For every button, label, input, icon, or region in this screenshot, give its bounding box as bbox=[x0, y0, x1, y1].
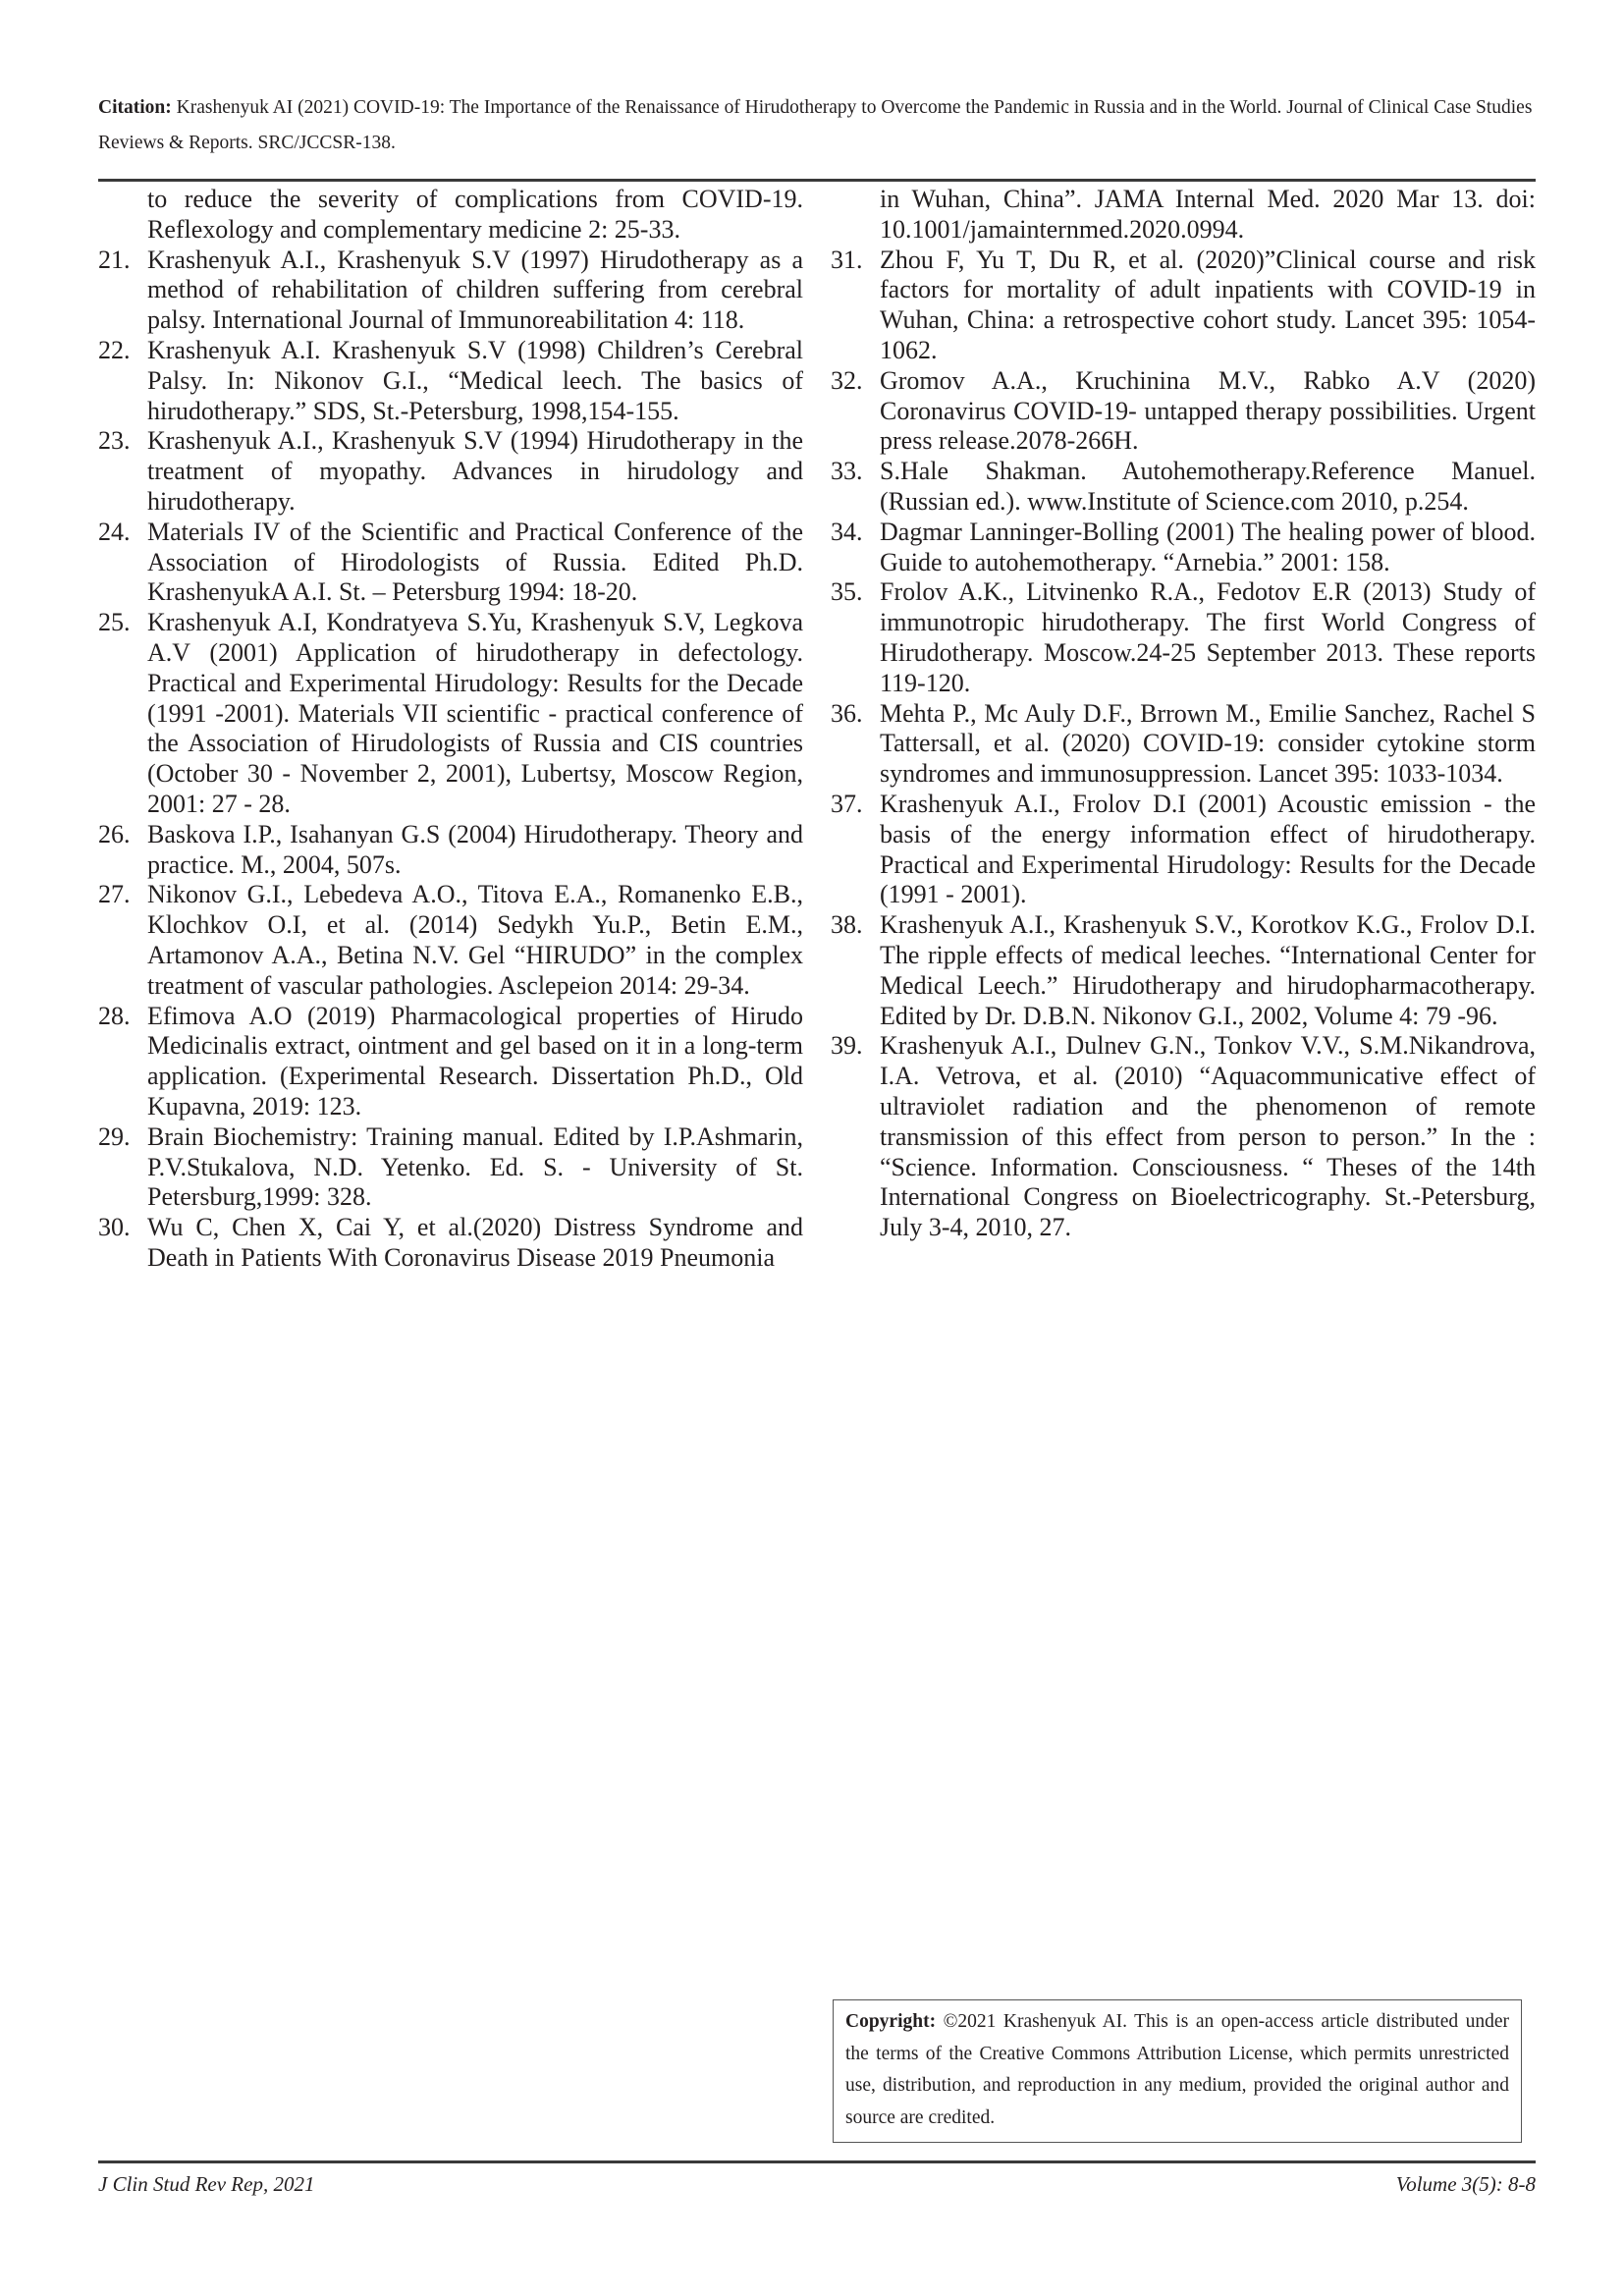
reference-number: 28. bbox=[98, 1001, 131, 1030]
reference-number: 26. bbox=[98, 819, 131, 848]
citation-text: Krashenyuk AI (2021) COVID-19: The Importance of the Renaissance of Hirudotherapy to Overcome the Pandemic in Russia and in the World. Journal of Clinical Case Studies Reviews & Reports. SRC/JCCSR-138. bbox=[98, 97, 1533, 153]
reference-39 bbox=[831, 1031, 1536, 1243]
header-divider bbox=[98, 179, 1536, 182]
reference-number: 25. bbox=[98, 608, 131, 637]
reference-35 bbox=[831, 577, 1536, 698]
reference-number: 29. bbox=[98, 1121, 131, 1151]
citation-label: Citation: bbox=[98, 97, 172, 118]
reference-text: Nikonov G.I., Lebedeva A.O., Titova E.A., Romanenko E.B., Klochkov O.I, et al. (2014) Sedykh Yu.P., Betin E.M., Artamonov A.A., Betina N.V. Gel “HIRUDO” in the complex treatment of vascular pathologies. Asclepeion 2014: 29-34. bbox=[147, 880, 803, 1000]
reference-text: Wu C, Chen X, Cai Y, et al.(2020) Distress Syndrome and Death in Patients With Coronavirus Disease 2019 Pneumonia bbox=[147, 1213, 803, 1272]
reference-continuation: in Wuhan, China”. JAMA Internal Med. 2020 Mar 13. doi: 10.1001/jamainternmed.2020.0994. bbox=[880, 185, 1536, 244]
reference-text: Krashenyuk A.I., Krashenyuk S.V (1997) Hirudotherapy as a method of rehabilitation of children suffering from cerebral palsy. International Journal of Immunoreabilitation 4: 118. bbox=[147, 245, 803, 335]
copyright-label: Copyright: bbox=[845, 2011, 937, 2032]
reference-number: 30. bbox=[98, 1213, 131, 1242]
reference-31 bbox=[831, 246, 1536, 366]
references-left-column bbox=[98, 185, 803, 1274]
reference-text: Krashenyuk A.I. Krashenyuk S.V (1998) Children’s Cerebral Palsy. In: Nikonov G.I., “Medical leech. The basics of hirudotherapy.” SDS, St.-Petersburg, 1998,154-155. bbox=[147, 335, 803, 425]
reference-number: 36. bbox=[831, 698, 863, 728]
reference-number: 34. bbox=[831, 517, 863, 546]
copyright-box bbox=[833, 1999, 1522, 2143]
reference-26 bbox=[98, 820, 803, 881]
reference-number: 31. bbox=[831, 245, 863, 274]
reference-number: 32. bbox=[831, 365, 863, 395]
reference-21 bbox=[98, 246, 803, 336]
reference-25 bbox=[98, 608, 803, 820]
reference-text: Krashenyuk A.I., Krashenyuk S.V., Korotkov K.G., Frolov D.I. The ripple effects of medical leeches. “International Center for Medical Leech.” Hirudotherapy and hirudopharmacotherapy. Edited by Dr. D.B.N. Nikonov G.I., 2002, Volume 4: 79 -96. bbox=[880, 910, 1536, 1030]
reference-text: Zhou F, Yu T, Du R, et al. (2020)”Clinical course and risk factors for mortality of adult inpatients with COVID-19 in Wuhan, China: a retrospective cohort study. Lancet 395: 1054-1062. bbox=[880, 245, 1536, 364]
reference-text: Mehta P., Mc Auly D.F., Brrown M., Emilie Sanchez, Rachel S Tattersall, et al. (2020) COVID-19: consider cytokine storm syndromes and immunosuppression. Lancet 395: 1033-1034. bbox=[880, 698, 1536, 789]
reference-text: Baskova I.P., Isahanyan G.S (2004) Hirudotherapy. Theory and practice. M., 2004, 507s. bbox=[147, 819, 803, 879]
reference-number: 24. bbox=[98, 517, 131, 546]
citation-header bbox=[98, 90, 1536, 161]
reference-number: 37. bbox=[831, 789, 863, 818]
reference-number: 39. bbox=[831, 1031, 863, 1061]
reference-30 bbox=[98, 1213, 803, 1274]
reference-22 bbox=[98, 336, 803, 426]
reference-text: Krashenyuk A.I, Kondratyeva S.Yu, Krashenyuk S.V, Legkova A.V (2001) Application of hirudotherapy in defectology. Practical and Experimental Hirudology: Results for the Decade (1991 -2001). Materials VII scientific - practical conference of the Association of Hirudologists of Russia and CIS countries (October 30 - November 2, 2001), Lubertsy, Moscow Region, 2001: 27 - 28. bbox=[147, 608, 803, 818]
references-right-column bbox=[831, 185, 1536, 1243]
reference-number: 23. bbox=[98, 426, 131, 456]
reference-32 bbox=[831, 366, 1536, 457]
reference-number: 27. bbox=[98, 880, 131, 909]
reference-text: Krashenyuk A.I., Frolov D.I (2001) Acoustic emission - the basis of the energy information effect of hirudotherapy. Practical and Experimental Hirudology: Results for the Decade (1991 - 2001). bbox=[880, 789, 1536, 909]
footer-volume: Volume 3(5): 8-8 bbox=[1395, 2172, 1536, 2196]
footer-divider bbox=[98, 2160, 1536, 2163]
reference-number: 35. bbox=[831, 577, 863, 607]
reference-28 bbox=[98, 1002, 803, 1122]
reference-33 bbox=[831, 457, 1536, 518]
reference-37 bbox=[831, 790, 1536, 910]
reference-23 bbox=[98, 426, 803, 517]
reference-text: Materials IV of the Scientific and Practical Conference of the Association of Hirodologists of Russia. Edited Ph.D. KrashenyukA A.I. St. – Petersburg 1994: 18-20. bbox=[147, 517, 803, 607]
reference-text: Brain Biochemistry: Training manual. Edited by I.P.Ashmarin, P.V.Stukalova, N.D. Yetenko. Ed. S. - University of St. Petersburg,1999: 328. bbox=[147, 1121, 803, 1212]
reference-27 bbox=[98, 880, 803, 1001]
reference-34 bbox=[831, 518, 1536, 578]
reference-text: S.Hale Shakman. Autohemotherapy.Reference Manuel. (Russian ed.). www.Institute of Science.com 2010, p.254. bbox=[880, 457, 1536, 516]
reference-29 bbox=[98, 1122, 803, 1213]
reference-24 bbox=[98, 518, 803, 608]
reference-text: Krashenyuk A.I., Krashenyuk S.V (1994) Hirudotherapy in the treatment of myopathy. Advances in hirudology and hirudotherapy. bbox=[147, 426, 803, 516]
copyright-text: ©2021 Krashenyuk AI. This is an open-access article distributed under the terms of the Creative Commons Attribution License, which permits unrestricted use, distribution, and reproduction in any medium, provided the original author and source are credited. bbox=[845, 2011, 1510, 2128]
reference-38 bbox=[831, 910, 1536, 1031]
reference-number: 22. bbox=[98, 335, 131, 364]
reference-number: 33. bbox=[831, 457, 863, 486]
reference-number: 38. bbox=[831, 910, 863, 940]
reference-continuation: to reduce the severity of complications from COVID-19. Reflexology and complementary medicine 2: 25-33. bbox=[147, 185, 803, 244]
reference-36 bbox=[831, 699, 1536, 790]
reference-text: Krashenyuk A.I., Dulnev G.N., Tonkov V.V., S.M.Nikandrova, I.A. Vetrova, et al. (2010) “Aquacommunicative effect of ultraviolet radiation and the phenomenon of remote transmission of this effect from person to person.” In the : “Science. Information. Consciousness. “ Theses of the 14th International Congress on Bioelectricography. St.-Petersburg, July 3-4, 2010, 27. bbox=[880, 1031, 1536, 1242]
reference-text: Efimova A.O (2019) Pharmacological properties of Hirudo Medicinalis extract, ointment and gel based on it in a long-term application. (Experimental Research. Dissertation Ph.D., Old Kupavna, 2019: 123. bbox=[147, 1001, 803, 1121]
reference-text: Gromov A.A., Kruchinina M.V., Rabko A.V (2020) Coronavirus COVID-19- untapped therapy possibilities. Urgent press release.2078-266H. bbox=[880, 365, 1536, 456]
reference-number: 21. bbox=[98, 245, 131, 274]
footer-journal: J Clin Stud Rev Rep, 2021 bbox=[98, 2172, 315, 2196]
reference-text: Frolov A.K., Litvinenko R.A., Fedotov E.R (2013) Study of immunotropic hirudotherapy. The first World Congress of Hirudotherapy. Moscow.24-25 September 2013. These reports 119-120. bbox=[880, 577, 1536, 697]
reference-text: Dagmar Lanninger-Bolling (2001) The healing power of blood. Guide to autohemotherapy. “Arnebia.” 2001: 158. bbox=[880, 517, 1536, 576]
